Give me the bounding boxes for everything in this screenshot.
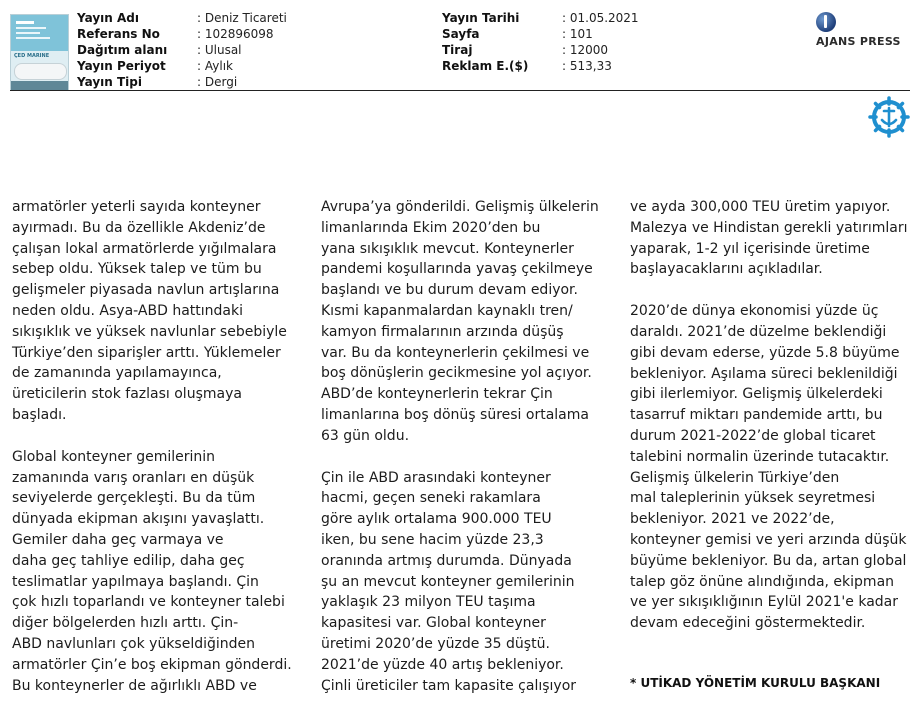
meta-row-reference-no [77, 26, 287, 42]
meta-value: : Dergi [197, 75, 238, 89]
meta-row-date [442, 10, 639, 26]
meta-key: Sayfa [442, 27, 480, 41]
text-line: sıkışıklık ve yüksek navlunlar sebebiyle [12, 323, 287, 340]
publication-meta-left [77, 10, 287, 90]
text-line: üreticilerin stok fazlası oluşmaya [12, 386, 242, 403]
meta-value: : 01.05.2021 [562, 11, 639, 25]
paragraph-gap [630, 280, 915, 301]
text-line: gelişmeler piyasada navlun artışlarına [12, 282, 280, 299]
meta-row-period [77, 58, 287, 74]
text-line: başladı. [12, 406, 67, 423]
meta-value: : 513,33 [562, 59, 612, 73]
thumbnail-text-line [16, 27, 46, 29]
utikad-anchor-logo-icon [868, 96, 910, 138]
meta-value: : Ulusal [197, 43, 242, 57]
meta-value: : 102896098 [197, 27, 274, 41]
text-line: seviyelerde gerçekleşti. Bu da tüm [12, 490, 256, 507]
text-line: armatörler Çin’e boş ekipman gönderdi. [12, 656, 292, 673]
text-line: pandemi koşullarında yavaş çekilmeye [321, 261, 593, 278]
text-line: ayırmadı. Bu da özellikle Akdeniz’de [12, 219, 266, 236]
text-line: oranında artmış durumda. Dünyada [321, 552, 572, 569]
text-line: ve yer sıkışıklığının Eylül 2021'e kadar [630, 594, 899, 611]
text-line: başlayacaklarını açıkladılar. [630, 261, 823, 278]
text-line: bekleniyor. Aşılama süreci beklenildiği [630, 365, 898, 382]
text-line: ve ayda 300,000 TEU üretim yapıyor. [630, 199, 891, 215]
meta-row-type [77, 74, 287, 90]
text-line: boş dönüşlerin gecikmesine yol açıyor. [321, 365, 592, 382]
text-line: limanlarında Ekim 2020’den bu [321, 219, 541, 236]
text-line: tasarruf miktarı pandemide arttı, bu [630, 407, 883, 424]
text-line: dünyada ekipman akışını yavaşlattı. [12, 511, 265, 528]
thumbnail-text-line [16, 21, 34, 24]
text-line: şu an mevcut konteyner gemilerinin [321, 573, 575, 590]
text-line: 2021’de yüzde 40 artış bekleniyor. [321, 656, 564, 673]
text-line: Global konteyner gemilerinin [12, 448, 216, 465]
header-divider [10, 90, 910, 91]
meta-value: : 12000 [562, 43, 609, 57]
text-line: 2020’de dünya ekonomisi yüzde üç [630, 303, 879, 320]
clipping-header [0, 0, 920, 92]
text-line: üretimi 2020’de yüzde 35 düştü. [321, 635, 550, 652]
text-line: teslimatlar yapılmaya başlandı. Çin [12, 573, 259, 590]
paragraph [630, 301, 915, 634]
paragraph [321, 468, 611, 697]
text-line: kamyon firmalarının arzında düşüş [321, 323, 564, 340]
meta-value: : Aylık [197, 59, 233, 73]
text-line: ABD navlunları çok yükseldiğinden [12, 635, 256, 652]
text-line: yana sıkışıklık mevcut. Konteynerler [321, 240, 574, 257]
meta-key: Tiraj [442, 43, 473, 57]
text-line: Gelişmiş ülkelerin Türkiye’den [630, 469, 840, 486]
paragraph [630, 197, 915, 280]
text-line: Gemiler daha geç varmaya ve [12, 531, 224, 548]
text-line: durum 2021-2022’de global ticaret [630, 427, 876, 444]
text-line: konteyner gemisi ve yeri arzında düşük [630, 531, 907, 548]
text-line: büyüme bekleniyor. Bu da, artan global [630, 552, 907, 569]
text-line: limanlarına boş dönüş süresi ortalama [321, 406, 589, 423]
article-column-2 [321, 197, 611, 696]
text-line: gibi ilerlemiyor. Gelişmiş ülkelerdeki [630, 386, 883, 403]
thumbnail-tanker-image [14, 63, 67, 80]
paragraph-gap [321, 447, 611, 468]
text-line: çok hızlı toparlandı ve konteyner talebi [12, 594, 285, 611]
meta-row-circulation [442, 42, 639, 58]
ajans-press-wordmark: AJANS PRESS [816, 35, 901, 48]
text-line: zamanında varış oranları en düşük [12, 469, 255, 486]
thumbnail-text-line [16, 32, 40, 34]
meta-key: Yayın Adı [77, 11, 139, 25]
thumbnail-ground [11, 81, 68, 90]
text-line: iken, bu sene hacim yüzde 23,3 [321, 531, 544, 548]
text-line: bekleniyor. 2021 ve 2022’de, [630, 511, 835, 528]
text-line: daha geç tahliye edilip, daha geç [12, 552, 245, 569]
paragraph [321, 197, 611, 447]
text-line: talep göz önüne alındığında, ekipman [630, 573, 895, 590]
meta-value: : 101 [562, 27, 593, 41]
text-line: var. Bu da konteynerlerin çekilmesi ve [321, 344, 590, 361]
text-line: Çinli üreticiler tam kapasite çalışıyor [321, 677, 577, 694]
text-line: yaklaşık 23 milyon TEU taşıma [321, 594, 536, 611]
paragraph [12, 197, 302, 426]
text-line: Çin ile ABD arasındaki konteyner [321, 469, 551, 486]
text-line: neden oldu. Asya-ABD hattındaki [12, 302, 243, 319]
text-line: göre aylık ortalama 900.000 TEU [321, 511, 552, 528]
meta-row-distribution [77, 42, 287, 58]
text-line: talebini normalin üzerinde tutacaktır. [630, 448, 890, 465]
text-line: Türkiye’den siparişler arttı. Yüklemeler [12, 344, 281, 361]
paragraph [12, 447, 302, 697]
meta-row-page [442, 26, 639, 42]
meta-key: Dağıtım alanı [77, 43, 168, 57]
text-line: daraldı. 2021’de düzelme beklendiği [630, 323, 887, 340]
text-line: diğer bölgelerden hızlı arttı. Çin- [12, 615, 239, 632]
text-line: devam edeceğini göstermektedir. [630, 615, 866, 632]
globe-icon [816, 12, 836, 32]
publication-meta-right [442, 10, 639, 74]
meta-value: : Deniz Ticareti [197, 11, 287, 25]
text-line: çalışan lokal armatörlerde yığılmalara [12, 240, 277, 257]
text-line: armatörler yeterli sayıda konteyner [12, 199, 261, 215]
meta-key: Reklam E.($) [442, 59, 529, 73]
thumbnail-text-line [16, 37, 50, 39]
meta-key: Yayın Tarihi [442, 11, 520, 25]
text-line: ABD’de konteynerlerin tekrar Çin [321, 386, 553, 403]
text-line: mal taleplerinin yüksek seyretmesi [630, 490, 876, 507]
meta-row-publication-name [77, 10, 287, 26]
meta-key: Yayın Tipi [77, 75, 142, 89]
text-line: 63 gün oldu. [321, 427, 410, 444]
thumbnail-label: ÇED MARINE [14, 53, 50, 59]
author-signature: * UTİKAD YÖNETİM KURULU BAŞKANI [630, 676, 881, 690]
text-line: kapasitesi var. Global konteyner [321, 615, 546, 632]
text-line: hacmi, geçen seneki rakamlara [321, 490, 541, 507]
meta-key: Yayın Periyot [77, 59, 166, 73]
text-line: gibi devam ederse, yüzde 5.8 büyüme [630, 344, 900, 361]
publication-thumbnail[interactable] [10, 14, 69, 91]
text-line: sebep oldu. Yüksek talep ve tüm bu [12, 261, 262, 278]
article-column-1 [12, 197, 302, 696]
text-line: Bu konteynerler de ağırlıklı ABD ve [12, 677, 257, 694]
text-line: de zamanında yapılamayınca, [12, 365, 222, 382]
text-line: başlandı ve bu durum devam ediyor. [321, 282, 578, 299]
article-column-3 [630, 197, 915, 634]
text-line: Kısmi kapanmalardan kaynaklı tren/ [321, 302, 573, 319]
meta-key: Referans No [77, 27, 160, 41]
meta-row-ad-equivalent [442, 58, 639, 74]
text-line: yaparak, 1-2 yıl içerisinde üretime [630, 240, 870, 257]
text-line: Malezya ve Hindistan gerekli yatırımları [630, 219, 908, 236]
ajans-press-logo [812, 10, 912, 50]
text-line: Avrupa’ya gönderildi. Gelişmiş ülkelerin [321, 199, 599, 215]
paragraph-gap [12, 426, 302, 447]
